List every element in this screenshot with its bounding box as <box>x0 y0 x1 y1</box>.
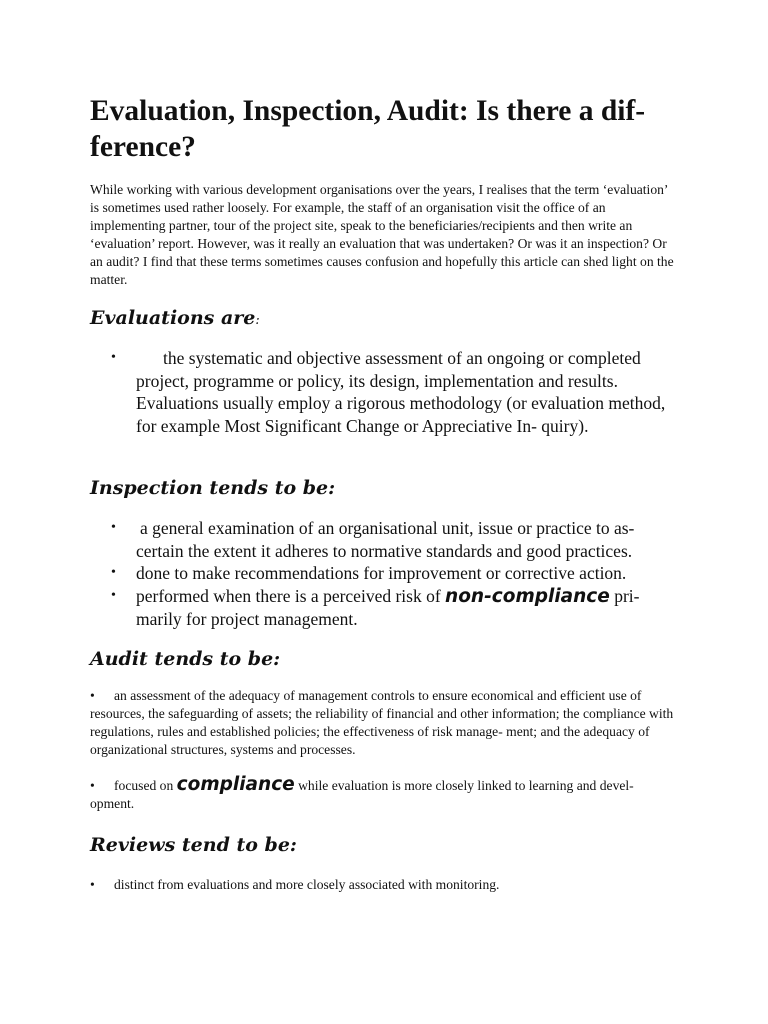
intro-paragraph: While working with various development organisations over the years, I realises that the term ‘evaluation’ is sometimes used rather loosely. For example, the staff of an organisation visit the office of an implementing partner, tour of the project site, speak to the beneficiaries/recipients and then write an ‘evaluation’ report. However, was it really an evaluation that was undertaken? Or was it an inspection? Or an audit? I find that these terms sometimes causes confusion and hopefully this article can shed light on the matter. <box>90 182 674 287</box>
evaluations-list <box>90 347 678 437</box>
list-item-text-before: performed when there is a perceived risk of <box>136 585 446 606</box>
emphasis-text: compliance <box>176 774 295 795</box>
page-title: Evaluation, Inspection, Audit: Is there a dif- ference? <box>90 95 646 163</box>
list-item <box>90 562 678 585</box>
evaluations-heading <box>90 306 678 333</box>
list-item <box>90 517 678 562</box>
inspection-list <box>90 517 678 631</box>
bullet-icon: • <box>111 520 116 535</box>
bullet-icon: • <box>90 877 95 892</box>
evaluations-heading-text: Evaluations are <box>90 307 256 329</box>
list-item-text: a general examination of an organisational unit, issue or practice to as- certain the extent it adheres to normative standards and good practices. <box>136 518 635 561</box>
inspection-heading: Inspection tends to be: <box>90 477 336 499</box>
audit-item-1-text: an assessment of the adequacy of management controls to ensure economical and efficient use of resources, the safeguarding of assets; the reliability of financial and other information; the compliance with regulations, rules and established policies; the effectiveness of risk manage- ment; and the adequacy of organizational structures, systems and processes. <box>90 688 674 757</box>
audit-heading: Audit tends to be: <box>90 648 281 670</box>
bullet-icon: • <box>111 587 116 603</box>
evaluations-heading-colon: : <box>255 313 260 328</box>
bullet-icon: • <box>111 565 116 581</box>
bullet-icon: • <box>111 350 116 365</box>
bullet-icon: • <box>90 688 95 703</box>
reviews-item-1-text: distinct from evaluations and more closely associated with monitoring. <box>114 877 500 892</box>
audit-item-1 <box>90 687 678 759</box>
bullet-icon: • <box>90 778 95 793</box>
reviews-item-1 <box>90 876 678 894</box>
audit-item-2 <box>90 776 678 813</box>
emphasis-text: non-compliance <box>445 585 610 607</box>
list-item <box>90 585 678 631</box>
audit-item-2-before: focused on <box>114 778 177 793</box>
reviews-heading: Reviews tend to be: <box>90 834 297 856</box>
list-item-text: done to make recommendations for improvement or corrective action. <box>136 563 627 584</box>
list-item-text-after: pri- marily for project management. <box>136 585 640 630</box>
list-item <box>90 347 678 437</box>
audit-item-2-after: while evaluation is more closely linked to learning and devel- opment. <box>90 778 634 811</box>
list-item-text: the systematic and objective assessment of an ongoing or completed project, programme or policy, its design, implementation and results. Evaluations usually employ a rigorous methodology (or evaluation method, for example Most Significant Change or Appreciative In- quiry). <box>136 348 666 436</box>
